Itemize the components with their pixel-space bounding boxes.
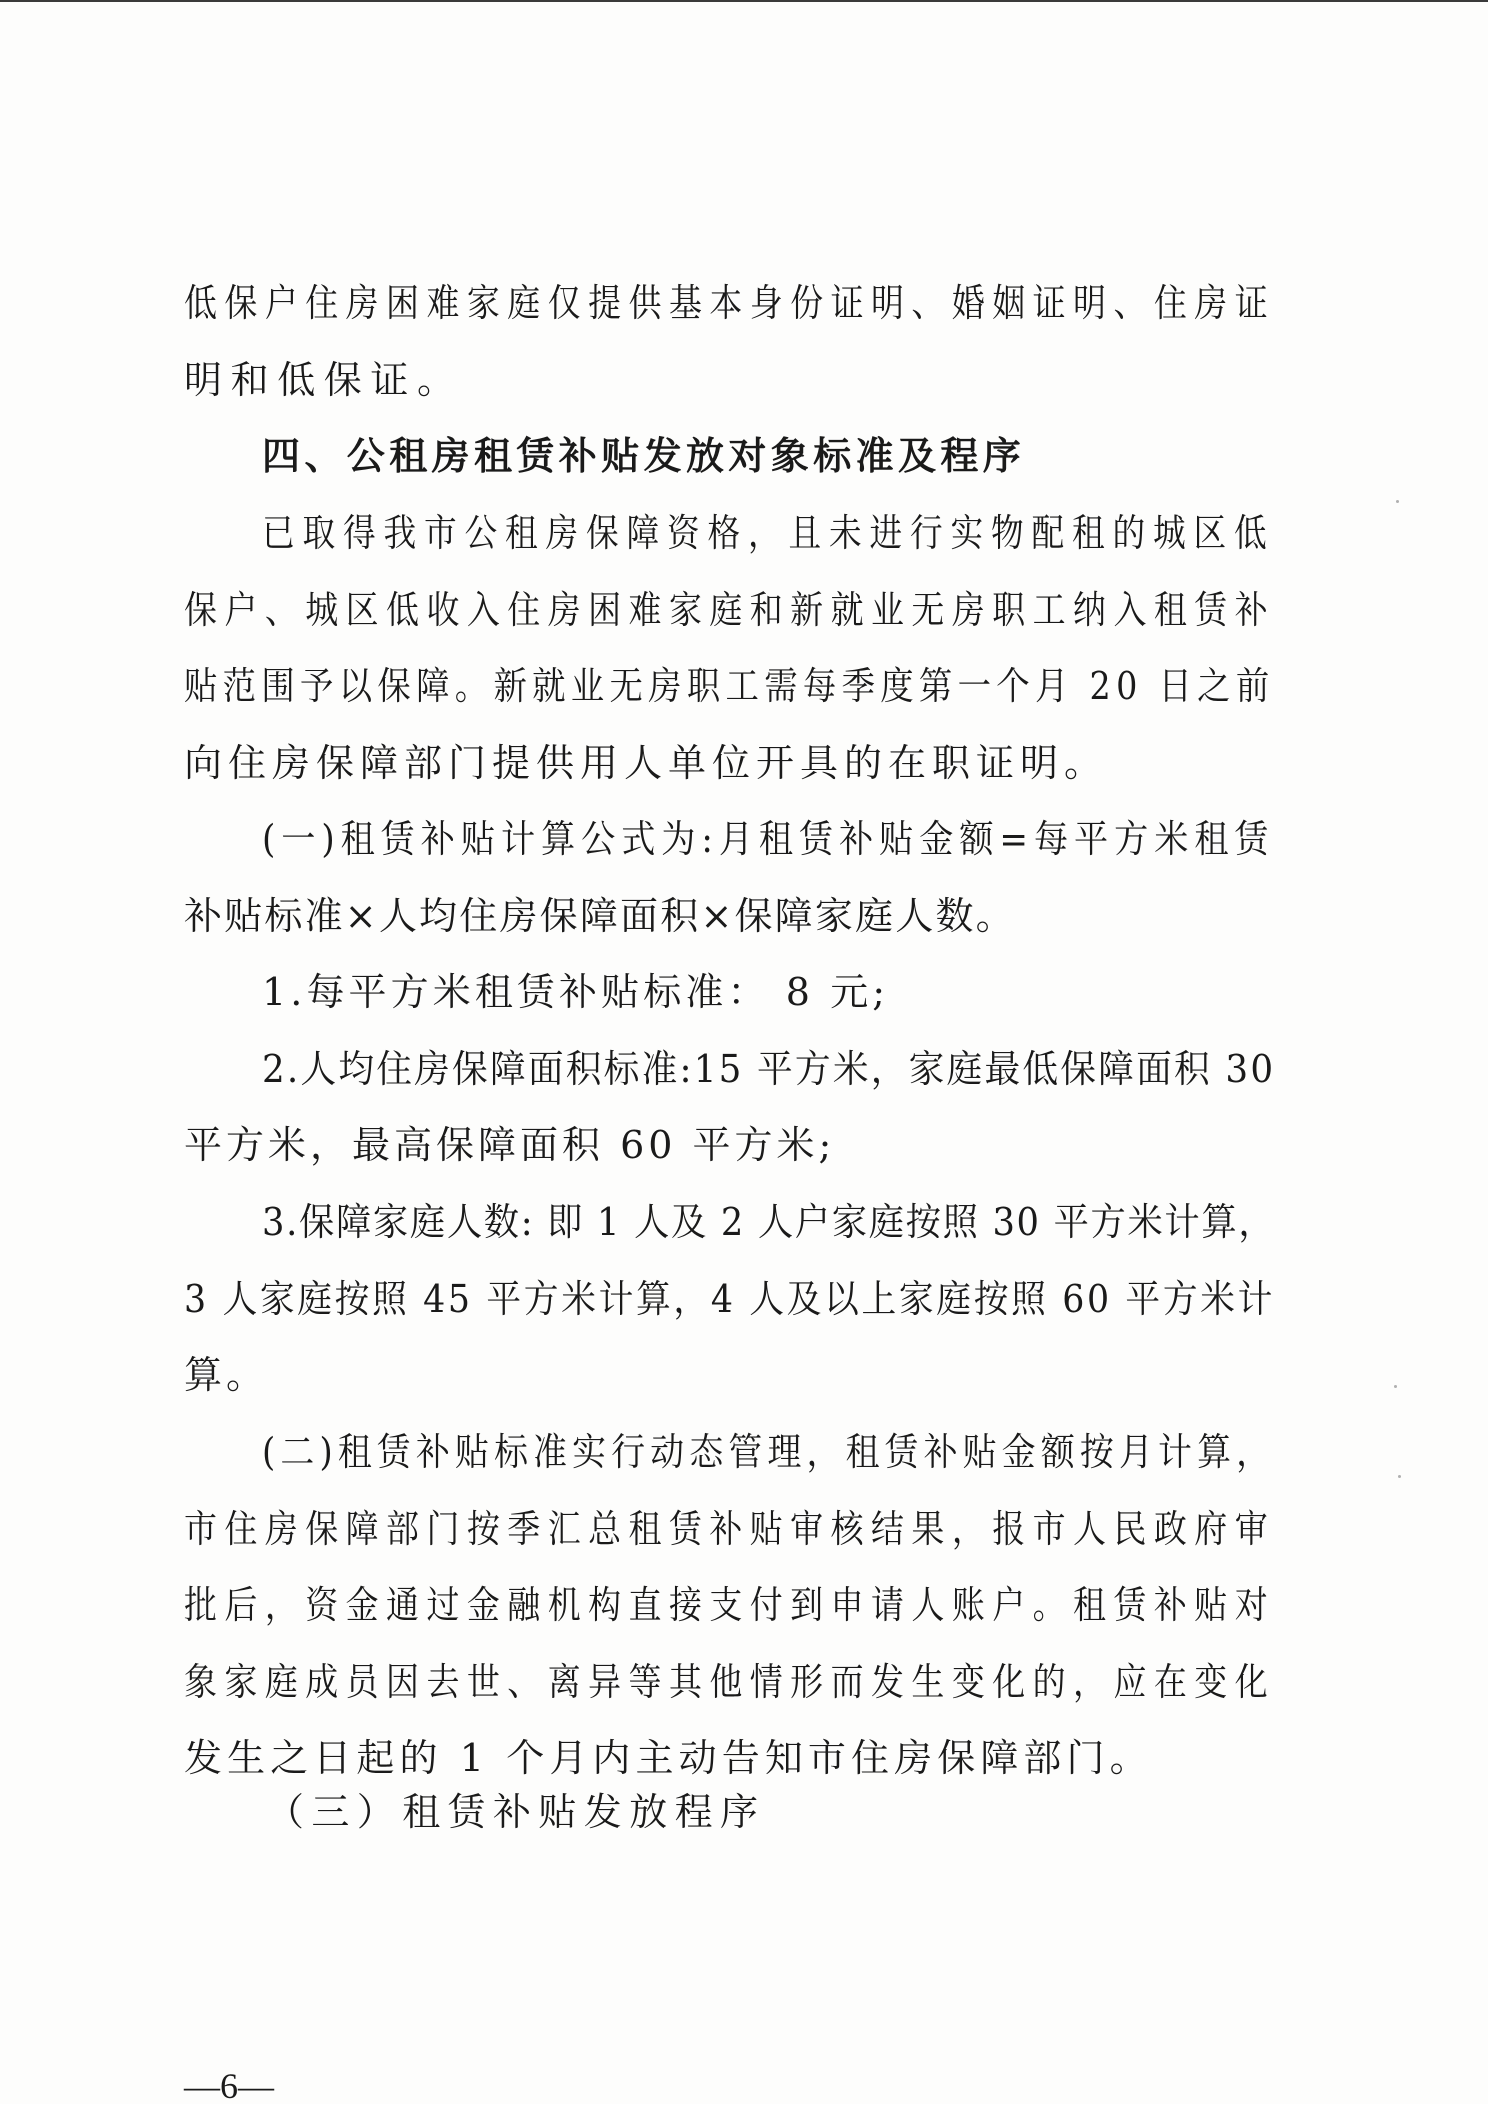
top-border-line (0, 0, 1488, 2)
scan-speck (1394, 1385, 1397, 1388)
text-line-20: 发生之日起的 1 个月内主动告知市住房保障部门。 (184, 1736, 1153, 1780)
section-heading: 四、公租房租赁补贴发放对象标准及程序 (262, 434, 1026, 478)
page-number: —6— (184, 2066, 274, 2106)
scan-speck (1398, 1475, 1401, 1478)
text-line-13: 3.保障家庭人数: 即 1 人及 2 人户家庭按照 30 平方米计算， (262, 1200, 1276, 1244)
text-line-9: 补贴标准×人均住房保障面积×保障家庭人数。 (184, 894, 1016, 938)
text-line-2: 明和低保证。 (184, 358, 464, 402)
text-line-6: 贴范围予以保障。新就业无房职工需每季度第一个月 20 日之前 (184, 664, 1275, 708)
scan-speck (1396, 500, 1399, 503)
text-line-7: 向住房保障部门提供用人单位开具的在职证明。 (184, 741, 1109, 785)
text-line-10: 1.每平方米租赁补贴标准： 8 元; (262, 970, 890, 1014)
text-line-15: 算。 (184, 1353, 269, 1397)
text-line-12: 平方米，最高保障面积 60 平方米; (184, 1123, 836, 1167)
text-line-1: 低保户住房困难家庭仅提供基本身份证明、婚姻证明、住房证 (184, 281, 1276, 325)
text-line-4: 已取得我市公租房保障资格，且未进行实物配租的城区低 (262, 511, 1275, 555)
text-line-19: 象家庭成员因去世、离异等其他情形而发生变化的，应在变化 (184, 1660, 1276, 1704)
text-line-11: 2.人均住房保障面积标准:15 平方米，家庭最低保障面积 30 (262, 1047, 1276, 1091)
text-line-18: 批后，资金通过金融机构直接支付到申请人账户。租赁补贴对 (184, 1583, 1276, 1627)
text-line-8: (一)租赁补贴计算公式为:月租赁补贴金额=每平方米租赁 (262, 817, 1275, 861)
text-line-16: (二)租赁补贴标准实行动态管理，租赁补贴金额按月计算， (262, 1430, 1276, 1474)
text-line-5: 保户、城区低收入住房困难家庭和新就业无房职工纳入租赁补 (184, 588, 1276, 632)
subsection-heading: （三）租赁补贴发放程序 (266, 1790, 766, 1834)
text-line-14: 3 人家庭按照 45 平方米计算，4 人及以上家庭按照 60 平方米计 (184, 1277, 1276, 1321)
text-line-17: 市住房保障部门按季汇总租赁补贴审核结果，报市人民政府审 (184, 1507, 1276, 1551)
